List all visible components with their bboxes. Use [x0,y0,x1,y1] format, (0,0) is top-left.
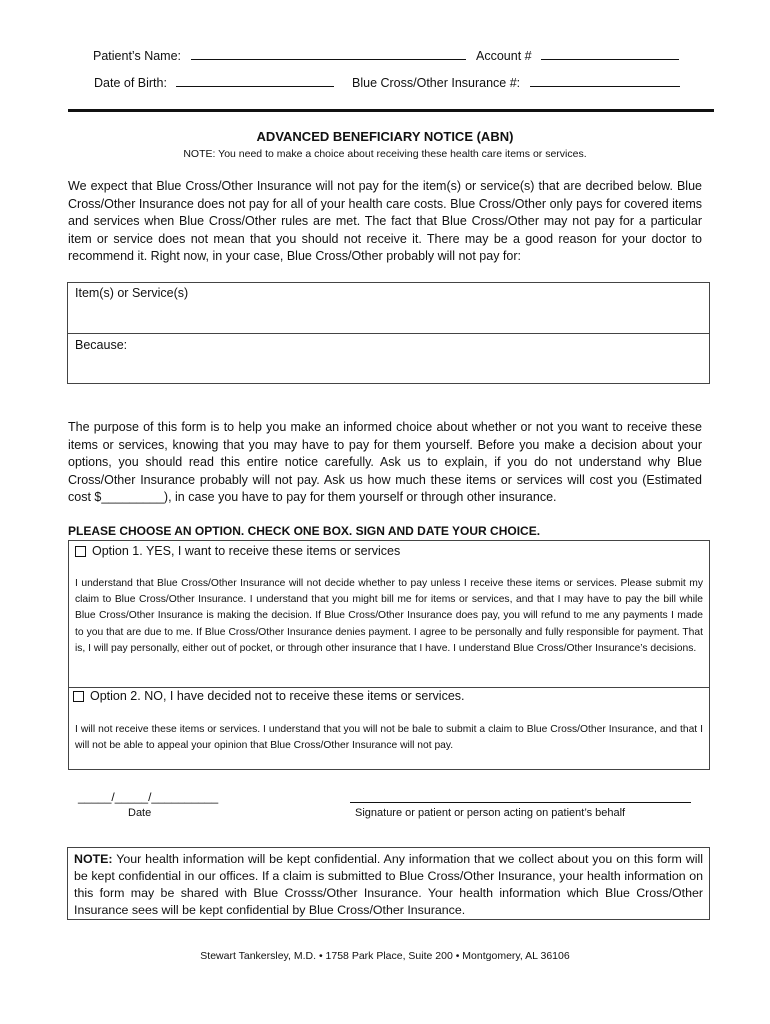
option-1-body: I understand that Blue Cross/Other Insurance will not decide whether to pay unless I receive these items or services. Please submit my claim to Blue Cross/Other Insurance. I understand that you might bill me for items or services, and that I may have to pay the bill while Blue Cross/Other Insurance is making the decision. If Blue Cross/Other Insurance does pay, you will refund to me any payments I made to you that are due to me. If Blue Cross/Other Insurance denies payment. I agree to be personally and fully responsible for payment. That is, I will pay personally, either out of pocket, or through other insurance that I have. I understand Blue Cross/Other Insurance’s decisions. [75,578,703,654]
account-label: Account # [476,49,532,63]
footer-address: Stewart Tankersley, M.D. • 1758 Park Place, Suite 200 • Montgomery, AL 36106 [200,950,570,962]
items-services-box[interactable] [67,282,710,334]
choose-option-heading: PLEASE CHOOSE AN OPTION. CHECK ONE BOX. SIGN AND DATE YOUR CHOICE. [68,524,541,538]
patient-name-field[interactable] [191,47,466,60]
option-2-header[interactable] [73,689,465,703]
date-caption: Date [128,807,152,819]
because-box[interactable] [67,333,710,384]
patient-name-row [93,47,466,63]
option-2-box [68,687,710,770]
items-services-label: Item(s) or Service(s) [75,286,189,300]
option-1-header[interactable] [75,544,400,558]
header-divider [68,109,714,112]
confidential-note-body: Your health information will be kept confidential. Any information that we collect about you on this form will be kept confidential in our offices. If a claim is submitted to Blue Cross/Other Insurance, your health information on this form may be shared with Blue Crosss/Other Insurance. Your health information which Blue Cross/Other Insurance sees will be kept confidential by Blue Cross/Other Insurance. [74,852,703,917]
option-1-box [68,540,710,688]
dob-row [94,74,334,90]
confidential-note-box [67,847,710,920]
insurance-row [352,74,680,90]
signature-field[interactable] [350,802,691,803]
insurance-number-field[interactable] [530,74,680,87]
choice-note: NOTE: You need to make a choice about receiving these health care items or services. [183,148,587,160]
dob-label: Date of Birth: [94,76,167,90]
patient-name-label: Patient’s Name: [93,49,182,63]
option-1-checkbox[interactable] [75,546,86,557]
because-label: Because: [75,338,128,352]
intro-paragraph: We expect that Blue Cross/Other Insurance will not pay for the item(s) or service(s) that are decribed below. Blue Cross/Other Insurance does not pay for all of your health care costs. Blue Cross/Other only pays for covered items and services when Blue Cross/Other rules are met. The fact that Blue Cross/Other may not pay for a particular item or service does not mean that you should not receive it. There may be a good reason for your doctor to recommend it. Right now, in your case, Blue Cross/Other probably will not pay for: [68,179,702,264]
option-2-label: Option 2. NO, I have decided not to receive these items or services. [90,689,465,703]
option-1-label: Option 1. YES, I want to receive these items or services [92,544,401,558]
dob-field[interactable] [176,74,334,87]
confidential-note-label: NOTE: [74,852,113,866]
account-field[interactable] [541,47,679,60]
signature-caption: Signature or patient or person acting on patient’s behalf [355,807,626,819]
form-title: ADVANCED BENEFICIARY NOTICE (ABN) [256,129,514,144]
date-field[interactable]: _____/_____/__________ [78,790,219,804]
option-2-checkbox[interactable] [73,691,84,702]
option-2-body: I will not receive these items or services. I understand that you will not be bale to submit a claim to Blue Cross/Other Insurance, and that I will not be able to appeal your opinion that Blue Cross/Other Insurance will not pay. [75,724,703,752]
account-row [476,47,679,63]
confidential-note-text [74,851,703,919]
purpose-paragraph: The purpose of this form is to help you make an informed choice about whether or not you want to receive these items or services, knowing that you may have to pay for them yourself. Before you make a decision about your options, you should read this entire notice carefully. Ask us to explain, if you do not understand why Blue Cross/Other Insurance probably will not pay. Ask us how much these items or services will cost you (Estimated cost $_________), in case you have to pay for them yourself or through other insurance. [68,420,702,505]
insurance-label: Blue Cross/Other Insurance #: [352,76,521,90]
